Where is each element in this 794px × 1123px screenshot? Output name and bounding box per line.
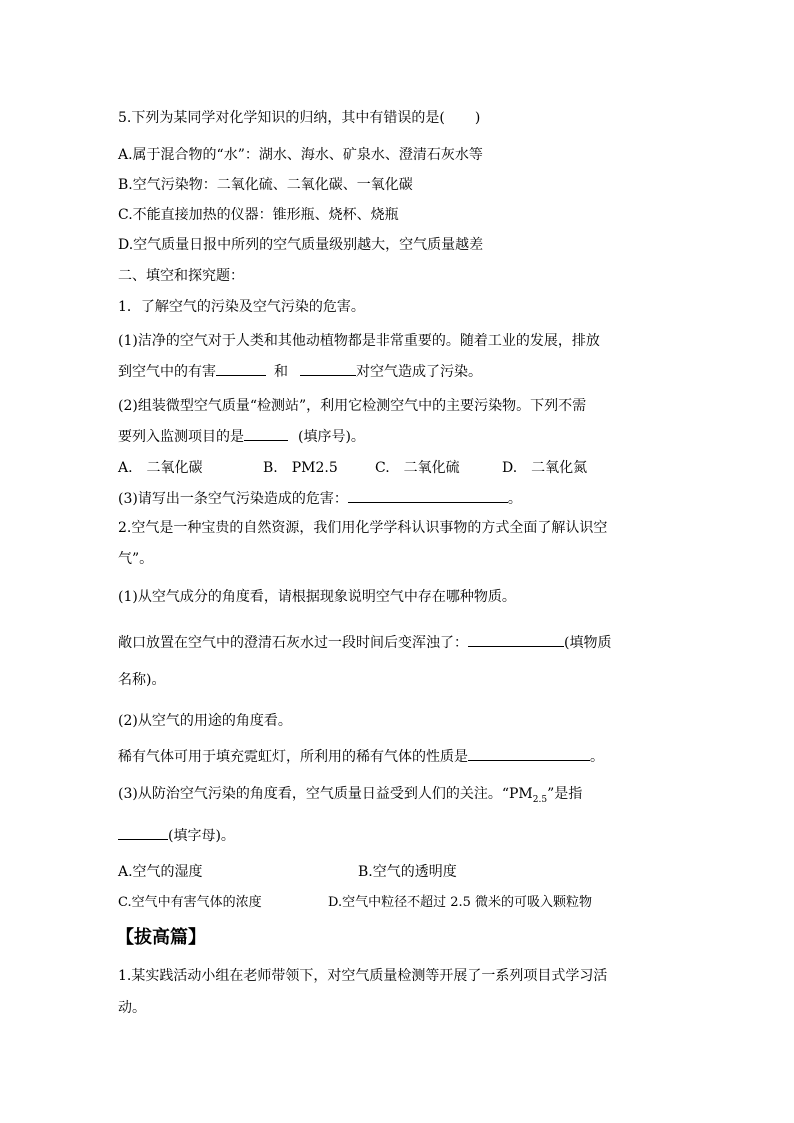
p2-s3-line2-text: (填字母)。 [168,828,235,844]
p1-s1-text-b: 和 [274,364,288,380]
section-heading: 二、填空和探究题： [118,268,244,284]
p2-s2-question [118,746,604,767]
answer-blank[interactable] [468,632,564,647]
p2-option-d: D.空气中粒径不超过 2.5 微米的可吸入颗粒物 [328,895,593,910]
advanced-q1-line1: 1.某实践活动小组在老师带领下，对空气质量检测等开展了一系列项目式学习活 [118,968,608,984]
p2-option-c: C.空气中有害气体的浓度 [118,895,262,910]
p1-option-d: D. 二氧化氮 [502,460,588,476]
answer-blank[interactable] [300,361,356,376]
p1-s2-line1: (2)组装微型空气质量“检测站”，利用它检测空气中的主要污染物。下列不需 [118,398,587,414]
p1-option-b: B. PM2.5 [263,460,338,476]
p2-s3-text: (3)从防治空气污染的角度看，空气质量日益受到人们的关注。“PM [118,786,533,802]
p2-s3 [118,784,582,810]
p1-s2-line2 [118,426,365,447]
q5-option-d: D.空气质量日报中所列的空气质量级别越大，空气质量越差 [118,237,484,253]
p2-title-line2: 气”。 [118,551,154,567]
p1-s3 [118,488,522,509]
p2-option-a: A.空气的湿度 [118,864,203,880]
p1-s1-text-c: 对空气造成了污染。 [356,364,482,380]
p1-s1-line2 [118,361,482,382]
p2-s1-q-suffix: (填物质 [564,635,612,651]
p1-option-a: A. 二氧化碳 [118,460,203,476]
p1-option-c: C. 二氧化硫 [375,460,460,476]
p2-option-b: B.空气的透明度 [358,864,457,880]
q5-stem-text: 5.下列为某同学对化学知识的归纳，其中有错误的是( [118,110,445,126]
p1-s1-line1: (1)洁净的空气对于人类和其他动植物都是非常重要的。随着工业的发展，排放 [118,333,600,349]
p2-s1-q-line2: 名称)。 [118,672,166,688]
q5-option-c: C.不能直接加热的仪器：锥形瓶、烧杯、烧瓶 [118,207,399,223]
answer-blank[interactable] [244,426,288,441]
p1-title: 1．了解空气的污染及空气污染的危害。 [118,299,365,315]
p1-s3-text: (3)请写出一条空气污染造成的危害： [118,491,348,507]
advanced-q1-line2: 动。 [118,1000,146,1016]
p2-options-row2 [118,893,592,913]
q5-option-b: B.空气污染物：二氧化硫、二氧化碳、一氧化碳 [118,177,413,193]
advanced-heading: 【拔高篇】 [116,927,206,948]
p2-s1-q-text: 敞口放置在空气中的澄清石灰水过一段时间后变浑浊了： [118,635,468,651]
p1-s2-text-a: 要列入监测项目的是 [118,429,244,445]
p1-options [118,458,587,478]
answer-blank[interactable] [468,746,590,761]
answer-blank[interactable] [118,825,168,840]
q5-stem [118,108,480,128]
q5-option-a: A.属于混合物的“水”：湖水、海水、矿泉水、澄清石灰水等 [118,147,483,163]
pm-subscript: 2.5 [532,794,548,805]
q5-stem-close: ) [474,110,481,126]
p2-title-line1: 2.空气是一种宝贵的自然资源，我们用化学学科认识事物的方式全面了解认识空 [118,520,608,536]
p1-s1-text-a: 到空气中的有害 [118,364,216,380]
p2-s2: (2)从空气的用途的角度看。 [118,713,292,729]
answer-blank[interactable] [216,361,266,376]
p2-s2-q-end: 。 [590,749,604,765]
p2-s1: (1)从空气成分的角度看，请根据现象说明空气中存在哪种物质。 [118,589,516,605]
p1-s2-text-b: (填序号)。 [298,429,365,445]
answer-blank[interactable] [348,488,508,503]
p2-s3-text-b: ”是指 [547,786,583,802]
p1-s3-end: 。 [507,491,522,507]
p2-s1-question [118,632,611,653]
p2-s3-line2 [118,825,235,846]
p2-options-row1 [118,862,457,882]
p2-s2-q-text: 稀有气体可用于填充霓虹灯，所利用的稀有气体的性质是 [118,749,468,765]
